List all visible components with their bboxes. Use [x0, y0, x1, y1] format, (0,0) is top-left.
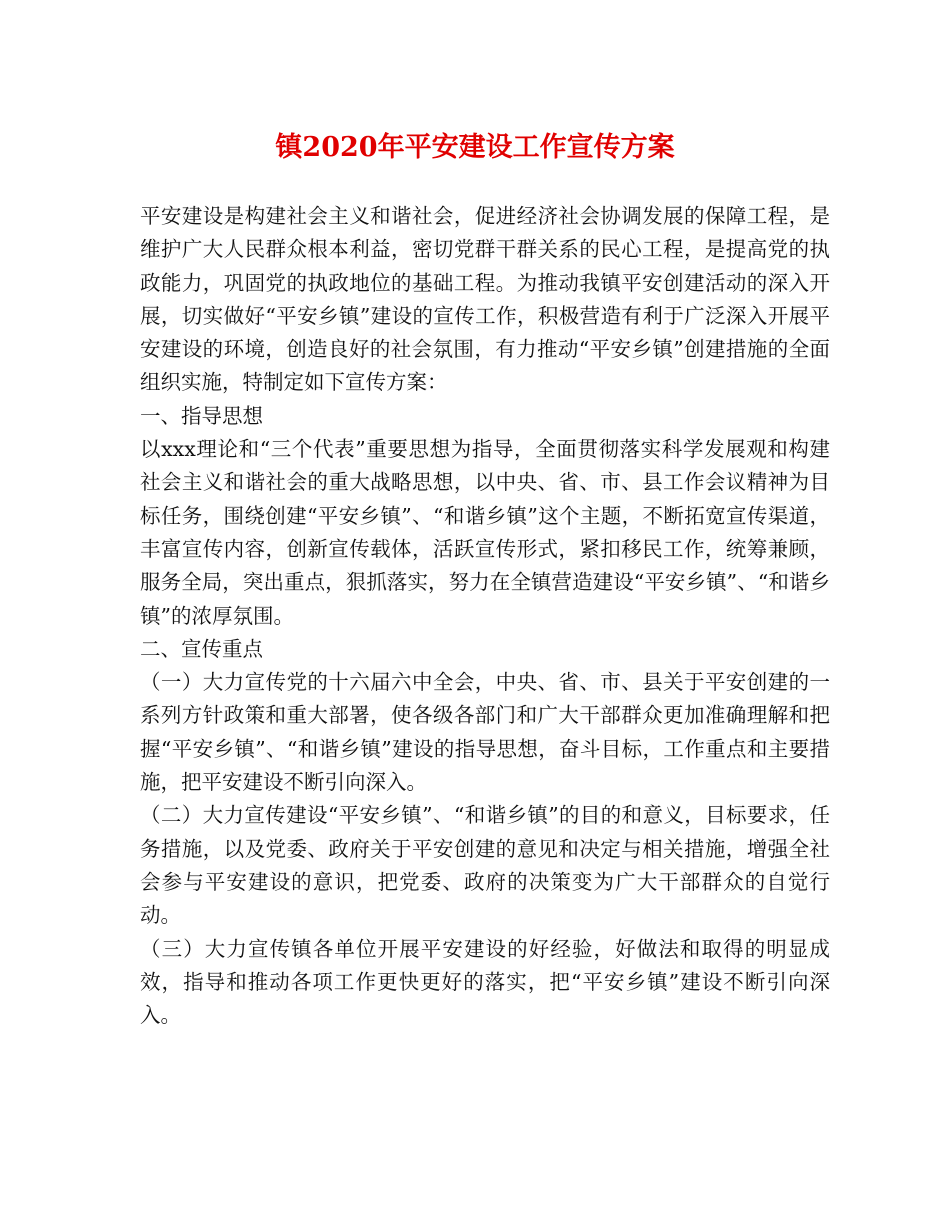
document-title: 镇2020年平安建设工作宣传方案: [275, 132, 675, 163]
publicity-focus-item-2: （二）大力宣传建设“平安乡镇”、“和谐乡镇”的目的和意义，目标要求，任务措施，以及党委、政府关于平安创建的意见和决定与相关措施，增强全社会参与平安建设的意识，把党委、政府的决策变为广大干部群众的自觉行动。: [140, 803, 830, 928]
intro-paragraph: 平安建设是构建社会主义和谐社会，促进经济社会协调发展的保障工程，是维护广大人民群众根本利益，密切党群干群关系的民心工程，是提高党的执政能力，巩固党的执政地位的基础工程。为推动我镇平安创建活动的深入开展，切实做好“平安乡镇”建设的宣传工作，积极营造有利于广泛深入开展平安建设的环境，创造良好的社会氛围，有力推动“平安乡镇”创建措施的全面组织实施，特制定如下宣传方案：: [140, 204, 830, 395]
document-body: [140, 200, 830, 1032]
guiding-ideology-paragraph: 以xxx理论和“三个代表”重要思想为指导，全面贯彻落实科学发展观和构建社会主义和谐社会的重大战略思想，以中央、省、市、县工作会议精神为目标任务，围绕创建“平安乡镇”、“和谐乡镇”这个主题，不断拓宽宣传渠道，丰富宣传内容，创新宣传载体，活跃宣传形式，紧扣移民工作，统筹兼顾，服务全局，突出重点，狠抓落实，努力在全镇营造建设“平安乡镇”、“和谐乡镇”的浓厚氛围。: [140, 437, 830, 628]
section-heading-guiding-ideology: 一、指导思想: [140, 403, 263, 428]
section-heading-publicity-focus: 二、宣传重点: [140, 636, 263, 661]
publicity-focus-item-1: （一）大力宣传党的十六届六中全会，中央、省、市、县关于平安创建的一系列方针政策和重大部署，使各级各部门和广大干部群众更加准确理解和把握“平安乡镇”、“和谐乡镇”建设的指导思想，奋斗目标，工作重点和主要措施，把平安建设不断引向深入。: [140, 670, 830, 795]
publicity-focus-item-3: （三）大力宣传镇各单位开展平安建设的好经验，好做法和取得的明显成效，指导和推动各项工作更快更好的落实，把“平安乡镇”建设不断引向深入。: [140, 936, 830, 1028]
